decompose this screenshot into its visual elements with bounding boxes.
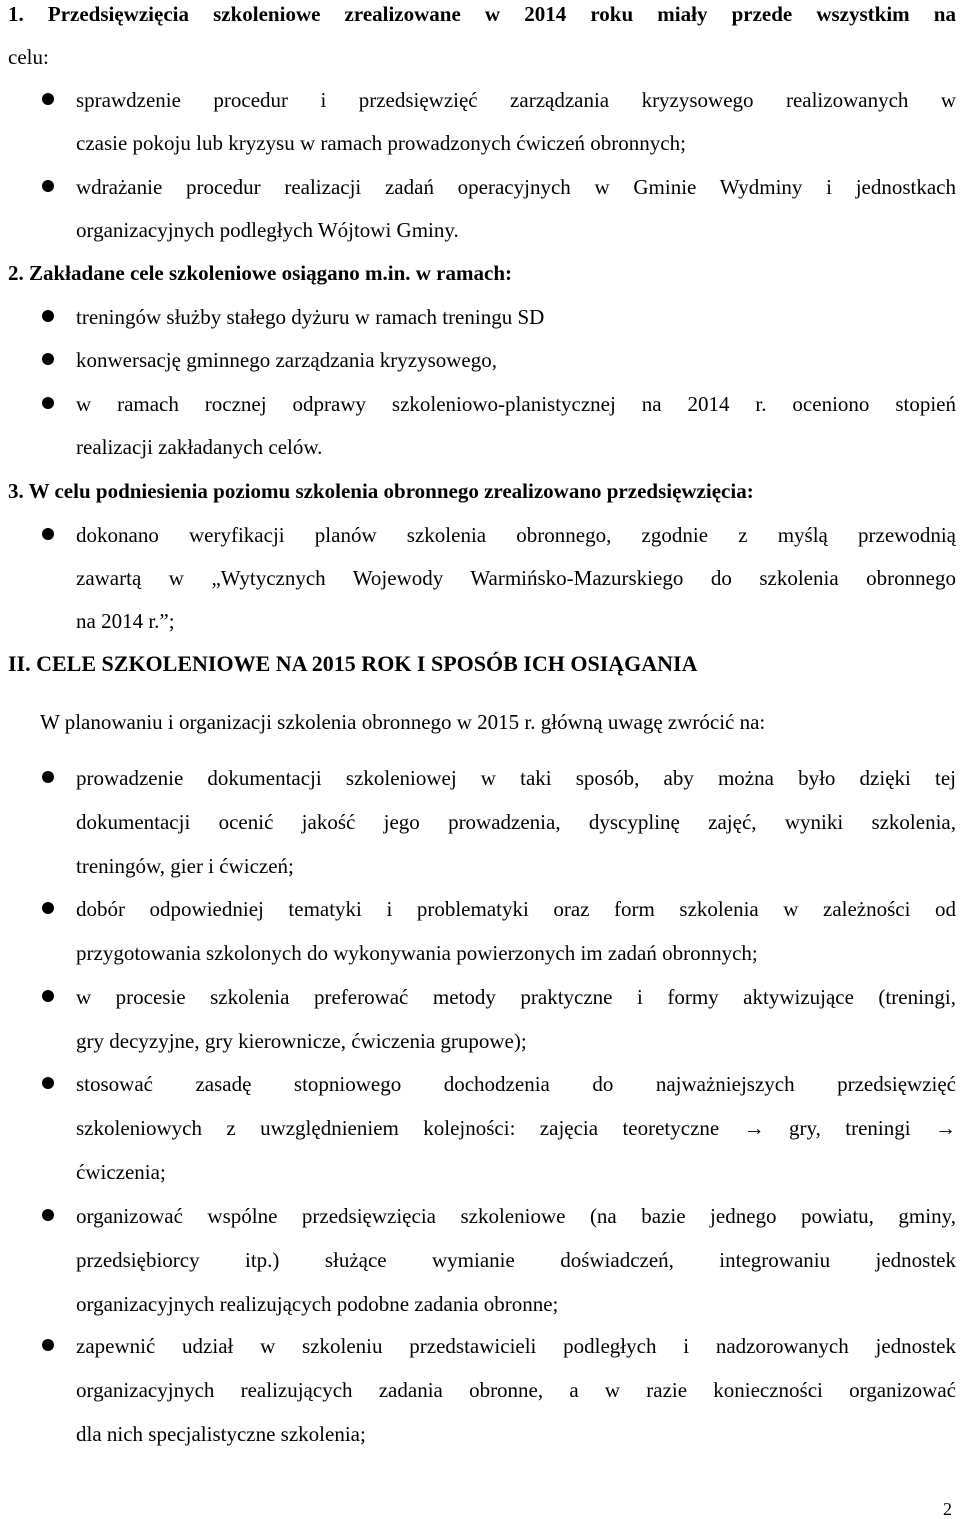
list-item-cont: dla nich specjalistyczne szkolenia;	[76, 1422, 366, 1446]
bullet-icon	[42, 353, 54, 365]
list-item-cont: na 2014 r.”;	[76, 609, 175, 633]
list-item-cont: przygotowania szkolonych do wykonywania powierzonych im zadań obronnych;	[76, 941, 758, 965]
section-1-heading: 1. Przedsięwzięcia szkoleniowe zrealizowane w 2014 roku miały przede wszystkim na	[8, 2, 956, 26]
list-item: konwersację gminnego zarządzania kryzysowego,	[76, 348, 497, 372]
bullet-icon	[42, 93, 54, 105]
bullet-icon	[42, 771, 54, 783]
bullet-icon	[42, 310, 54, 322]
section-2-heading: 2. Zakładane cele szkoleniowe osiągano m.in. w ramach:	[8, 261, 512, 285]
list-item: treningów służby stałego dyżuru w ramach treningu SD	[76, 305, 545, 329]
section-3-heading: 3. W celu podniesienia poziomu szkolenia obronnego zrealizowano przedsięwzięcia:	[8, 479, 754, 503]
list-item-cont: szkoleniowych z uwzględnieniem kolejności: zajęcia teoretyczne → gry, treningi →	[76, 1116, 956, 1140]
bullet-icon	[42, 990, 54, 1002]
list-item-cont: organizacyjnych realizujących zadania obronne, a w razie konieczności organizować	[76, 1378, 956, 1402]
section-1-heading-cont: celu:	[8, 45, 49, 69]
bullet-icon	[42, 397, 54, 409]
bullet-icon	[42, 1339, 54, 1351]
list-item-cont: zawartą w „Wytycznych Wojewody Warmińsko-Mazurskiego do szkolenia obronnego	[76, 566, 956, 590]
list-item: organizować wspólne przedsięwzięcia szkoleniowe (na bazie jednego powiatu, gminy,	[76, 1204, 956, 1228]
list-item-cont: przedsiębiorcy itp.) służące wymianie doświadczeń, integrowaniu jednostek	[76, 1248, 956, 1272]
bullet-icon	[42, 902, 54, 914]
list-item-cont: treningów, gier i ćwiczeń;	[76, 854, 294, 878]
list-item: w procesie szkolenia preferować metody praktyczne i formy aktywizujące (treningi,	[76, 985, 956, 1009]
list-item-cont: dokumentacji ocenić jakość jego prowadzenia, dyscyplinę zajęć, wyniki szkolenia,	[76, 810, 956, 834]
section-ii-intro: W planowaniu i organizacji szkolenia obronnego w 2015 r. główną uwagę zwrócić na:	[40, 710, 766, 734]
list-item-cont: czasie pokoju lub kryzysu w ramach prowadzonych ćwiczeń obronnych;	[76, 131, 686, 155]
list-item: w ramach rocznej odprawy szkoleniowo-planistycznej na 2014 r. oceniono stopień	[76, 392, 956, 416]
list-item-cont: gry decyzyjne, gry kierownicze, ćwiczenia grupowe);	[76, 1029, 527, 1053]
list-item: dokonano weryfikacji planów szkolenia obronnego, zgodnie z myślą przewodnią	[76, 523, 956, 547]
bullet-icon	[42, 528, 54, 540]
list-item: zapewnić udział w szkoleniu przedstawicieli podległych i nadzorowanych jednostek	[76, 1334, 956, 1358]
section-ii-heading: II. CELE SZKOLENIOWE NA 2015 ROK I SPOSÓB ICH OSIĄGANIA	[8, 651, 698, 676]
list-item: sprawdzenie procedur i przedsięwzięć zarządzania kryzysowego realizowanych w	[76, 88, 956, 112]
list-item: stosować zasadę stopniowego dochodzenia do najważniejszych przedsięwzięć	[76, 1072, 956, 1096]
list-item: wdrażanie procedur realizacji zadań operacyjnych w Gminie Wydminy i jednostkach	[76, 175, 956, 199]
list-item-cont: organizacyjnych realizujących podobne zadania obronne;	[76, 1292, 559, 1316]
list-item: dobór odpowiedniej tematyki i problematyki oraz form szkolenia w zależności od	[76, 897, 956, 921]
bullet-icon	[42, 1209, 54, 1221]
list-item-cont: realizacji zakładanych celów.	[76, 435, 323, 459]
list-item-cont: ćwiczenia;	[76, 1160, 166, 1184]
list-item-cont: organizacyjnych podległych Wójtowi Gminy.	[76, 218, 459, 242]
bullet-icon	[42, 1077, 54, 1089]
list-item: prowadzenie dokumentacji szkoleniowej w taki sposób, aby można było dzięki tej	[76, 766, 956, 790]
bullet-icon	[42, 180, 54, 192]
page-number: 2	[943, 1499, 952, 1519]
